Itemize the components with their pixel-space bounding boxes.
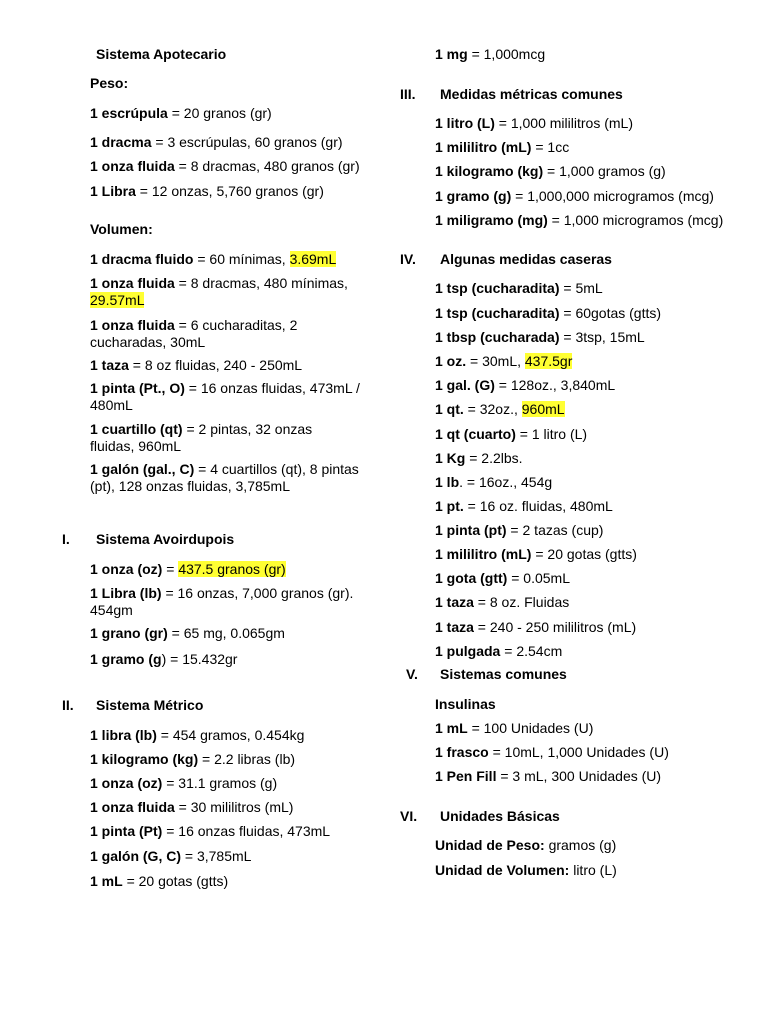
entry-term: 1 onza fluida [90, 158, 175, 174]
entry-value: = 16 onzas, 7,000 granos (gr). 454gm [90, 585, 354, 618]
entry-row [435, 768, 661, 785]
entry-row [90, 775, 277, 792]
entry-row [435, 594, 569, 611]
entry-value: = 6 cucharaditas, 2 cucharadas, 30mL [90, 317, 298, 350]
section-numeral-ii: II. [62, 697, 74, 713]
avoirdupois-title: Sistema Avoirdupois [96, 531, 235, 547]
entry-term: 1 grano (gr) [90, 625, 168, 641]
insulinas-label: Insulinas [435, 696, 496, 712]
apotecario-title: Sistema Apotecario [96, 46, 227, 62]
entry-term: 1 oz. [435, 353, 467, 369]
entry-row [90, 585, 360, 619]
entry-value: = 454 gramos, 0.454kg [156, 727, 305, 743]
entry-term: 1 mg [435, 46, 468, 62]
entry-term: 1 onza fluida [90, 317, 175, 333]
highlighted-value: 960mL [521, 401, 565, 417]
entry-value: = 1,000 mililitros (mL) [494, 115, 633, 131]
entry-row [435, 115, 633, 132]
entry-row [90, 873, 228, 890]
entry-term: 1 pinta (Pt) [90, 823, 163, 839]
entry-row [90, 799, 293, 816]
sistemas-comunes-title: Sistemas comunes [440, 666, 567, 682]
entry-term: 1 Libra [90, 183, 136, 199]
entry-value: = 128oz., 3,840mL [494, 377, 616, 393]
entry-term: 1 galón (G, C) [90, 848, 181, 864]
entry-term: 1 tbsp (cucharada) [435, 329, 560, 345]
entry-value: = 2.2 libras (lb) [198, 751, 296, 767]
entry-term: 1 dracma fluido [90, 251, 194, 267]
entry-value: = 60 mínimas, [193, 251, 290, 267]
section-numeral-i: I. [62, 531, 70, 547]
entry-row [435, 498, 613, 515]
entry-term: 1 taza [435, 619, 474, 635]
entry-value: = [162, 561, 179, 577]
entry-row [90, 251, 336, 268]
entry-term: 1 tsp (cucharadita) [435, 280, 560, 296]
metricas-comunes-title: Medidas métricas comunes [440, 86, 623, 102]
entry-row [90, 823, 330, 840]
entry-value: = 8 dracmas, 480 granos (gr) [174, 158, 360, 174]
volumen-label: Volumen: [90, 221, 153, 237]
entry-value: = 0.05mL [507, 570, 570, 586]
entry-term: 1 pinta (Pt., O) [90, 380, 185, 396]
entry-term: 1 mL [90, 873, 123, 889]
entry-row [435, 720, 593, 737]
entry-row [435, 212, 723, 229]
entry-value: = 60gotas (gtts) [559, 305, 662, 321]
entry-value: = 16 onzas fluidas, 473mL [162, 823, 331, 839]
entry-term: 1 escrúpula [90, 105, 168, 121]
entry-term: 1 pinta (pt) [435, 522, 507, 538]
entry-row [435, 474, 552, 491]
entry-term: 1 onza fluida [90, 275, 175, 291]
entry-term: 1 pt. [435, 498, 464, 514]
entry-term: 1 miligramo (mg) [435, 212, 548, 228]
entry-term: 1 litro (L) [435, 115, 495, 131]
entry-value: litro (L) [569, 862, 617, 878]
entry-value: = 2 pintas, 32 onzas fluidas, 960mL [90, 421, 313, 454]
entry-value: = 30 mililitros (mL) [174, 799, 294, 815]
entry-value: = 10mL, 1,000 Unidades (U) [488, 744, 669, 760]
entry-term: 1 galón (gal., C) [90, 461, 195, 477]
entry-term: 1 frasco [435, 744, 489, 760]
entry-value: = 1,000mcg [467, 46, 546, 62]
entry-term: 1 qt. [435, 401, 464, 417]
metrico-title: Sistema Métrico [96, 697, 204, 713]
entry-row [90, 561, 286, 578]
entry-term: 1 gal. (G) [435, 377, 495, 393]
entry-value: = 16 onzas fluidas, 473mL / 480mL [90, 380, 360, 413]
entry-value: = 1cc [531, 139, 570, 155]
entry-value: = 3 escrúpulas, 60 granos (gr) [151, 134, 343, 150]
entry-row [435, 163, 666, 180]
entry-value: . = 16oz., 454g [459, 474, 553, 490]
entry-row [435, 139, 569, 156]
entry-value: = 20 gotas (gtts) [531, 546, 637, 562]
section-numeral-vi: VI. [400, 808, 418, 824]
entry-row [90, 651, 237, 668]
entry-row [90, 357, 302, 374]
entry-row [90, 848, 251, 865]
entry-row [435, 522, 603, 539]
entry-value: = 3 mL, 300 Unidades (U) [496, 768, 662, 784]
entry-term: 1 cuartillo (qt) [90, 421, 183, 437]
entry-term: 1 mL [435, 720, 468, 736]
entry-term: 1 mililitro (mL) [435, 139, 532, 155]
entry-value: = 3tsp, 15mL [559, 329, 645, 345]
entry-value: = 4 cuartillos (qt), 8 pintas (pt), 128 onzas fluidas, 3,785mL [90, 461, 359, 494]
entry-term: 1 Pen Fill [435, 768, 497, 784]
peso-label: Peso: [90, 75, 129, 91]
entry-value: = 20 granos (gr) [167, 105, 272, 121]
entry-value: = 8 dracmas, 480 mínimas, [174, 275, 348, 291]
entry-term: 1 dracma [90, 134, 152, 150]
entry-row [435, 353, 572, 370]
entry-value: = 32oz., [463, 401, 522, 417]
entry-row [435, 862, 617, 879]
entry-value: = 16 oz. fluidas, 480mL [463, 498, 613, 514]
entry-row [435, 546, 637, 563]
entry-value: ) = 15.432gr [161, 651, 238, 667]
entry-term: 1 onza (oz) [90, 561, 163, 577]
entry-term: 1 onza fluida [90, 799, 175, 815]
entry-term: 1 gramo (g) [435, 188, 512, 204]
entry-row [435, 188, 714, 205]
entry-term: 1 tsp (cucharadita) [435, 305, 560, 321]
entry-term: 1 taza [435, 594, 474, 610]
entry-value: = 1,000,000 microgramos (mcg) [511, 188, 714, 204]
entry-term: 1 libra (lb) [90, 727, 157, 743]
entry-value: = 1 litro (L) [515, 426, 588, 442]
entry-value: = 240 - 250 mililitros (mL) [473, 619, 637, 635]
entry-value: = 8 oz. Fluidas [473, 594, 570, 610]
entry-value: = 65 mg, 0.065gm [167, 625, 285, 641]
entry-row [90, 183, 324, 200]
caseras-title: Algunas medidas caseras [440, 251, 612, 267]
entry-value: = 5mL [559, 280, 603, 296]
entry-row [435, 744, 669, 761]
entry-row [435, 426, 587, 443]
entry-value: = 31.1 gramos (g) [162, 775, 278, 791]
entry-row [435, 377, 615, 394]
entry-row [90, 625, 285, 642]
entry-row [435, 570, 570, 587]
entry-row [90, 105, 272, 122]
entry-row [435, 837, 616, 854]
entry-term: 1 qt (cuarto) [435, 426, 516, 442]
highlighted-value: 437.5gr [524, 353, 573, 369]
entry-row [90, 751, 295, 768]
entry-value: = 2.2lbs. [465, 450, 523, 466]
entry-row [435, 305, 661, 322]
entry-value: = 2.54cm [500, 643, 563, 659]
entry-row [90, 380, 360, 414]
entry-row [90, 158, 360, 175]
entry-term: 1 mililitro (mL) [435, 546, 532, 562]
section-numeral-iv: IV. [400, 251, 416, 267]
entry-term: Unidad de Volumen: [435, 862, 570, 878]
entry-value: = 12 onzas, 5,760 granos (gr) [135, 183, 324, 199]
section-numeral-v: V. [406, 666, 418, 682]
entry-row [435, 280, 603, 297]
entry-row [435, 619, 636, 636]
entry-value: = 3,785mL [181, 848, 252, 864]
entry-term: 1 taza [90, 357, 129, 373]
entry-row [435, 329, 645, 346]
entry-row [90, 134, 343, 151]
entry-value: = 100 Unidades (U) [467, 720, 594, 736]
entry-term: 1 gota (gtt) [435, 570, 508, 586]
entry-row [435, 46, 545, 63]
entry-term: 1 lb [435, 474, 460, 490]
entry-row [90, 461, 360, 495]
entry-value: gramos (g) [544, 837, 617, 853]
highlighted-value: 437.5 granos (gr) [178, 561, 286, 577]
highlighted-value: 3.69mL [289, 251, 337, 267]
entry-term: 1 Kg [435, 450, 466, 466]
entry-term: 1 kilogramo (kg) [90, 751, 199, 767]
entry-value: = 8 oz fluidas, 240 - 250mL [128, 357, 303, 373]
entry-term: 1 pulgada [435, 643, 501, 659]
entry-value: = 30mL, [466, 353, 525, 369]
entry-row [90, 727, 304, 744]
entry-term: 1 onza (oz) [90, 775, 163, 791]
entry-value: = 2 tazas (cup) [506, 522, 604, 538]
entry-row [435, 643, 562, 660]
basicas-title: Unidades Básicas [440, 808, 560, 824]
entry-row [90, 317, 360, 351]
section-numeral-iii: III. [400, 86, 416, 102]
entry-term: 1 kilogramo (kg) [435, 163, 544, 179]
entry-value: = 1,000 microgramos (mcg) [547, 212, 724, 228]
entry-row [90, 275, 360, 309]
entry-term: 1 Libra (lb) [90, 585, 162, 601]
entry-value: = 20 gotas (gtts) [122, 873, 229, 889]
entry-row [435, 401, 565, 418]
entry-term: 1 gramo (g [90, 651, 162, 667]
entry-row [435, 450, 523, 467]
entry-value: = 1,000 gramos (g) [543, 163, 666, 179]
entry-term: Unidad de Peso: [435, 837, 545, 853]
highlighted-value: 29.57mL [90, 292, 145, 308]
entry-row [90, 421, 360, 455]
